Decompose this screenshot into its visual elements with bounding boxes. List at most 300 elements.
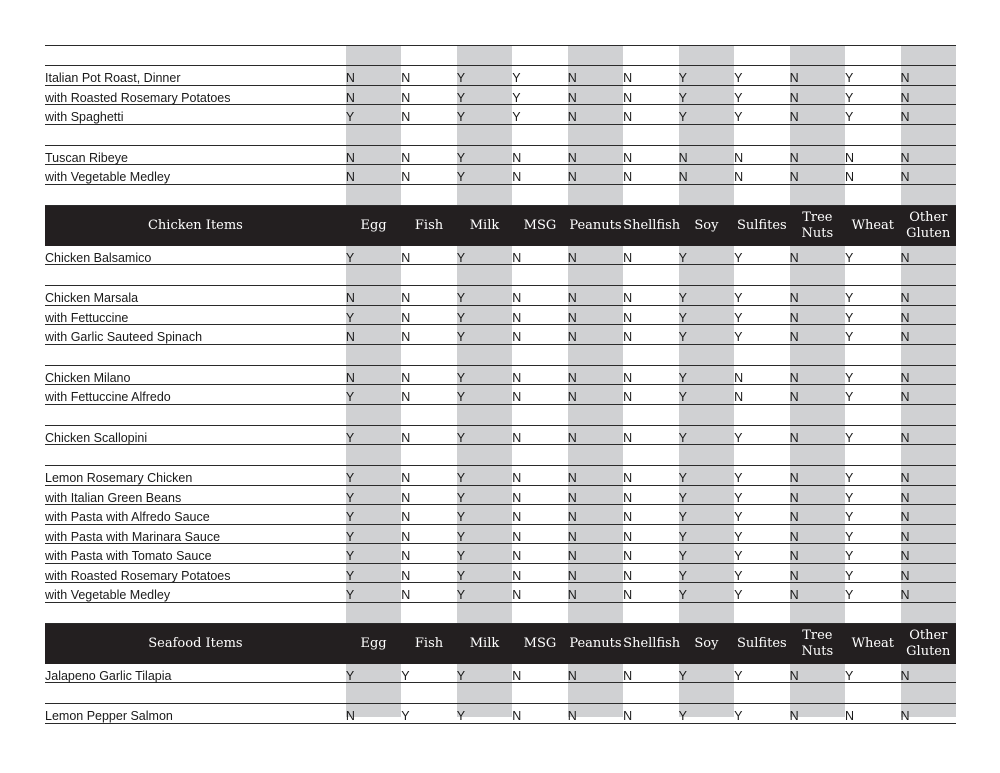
table-row xyxy=(45,146,956,166)
item-name: Chicken Balsamico xyxy=(45,250,152,265)
allergen-value: Y xyxy=(845,490,854,505)
allergen-value: Y xyxy=(734,709,743,723)
column-header: Fish xyxy=(414,217,444,233)
allergen-value: Y xyxy=(345,549,355,563)
allergen-value: N xyxy=(789,390,799,404)
item-name: Tuscan Ribeye xyxy=(45,150,128,165)
allergen-value: Y xyxy=(345,430,355,445)
table-row xyxy=(45,165,956,185)
table-row xyxy=(45,66,956,86)
allergen-value: Y xyxy=(345,390,355,404)
table-row xyxy=(45,704,956,724)
column-header: Peanuts xyxy=(569,217,622,233)
allergen-value: N xyxy=(512,510,522,524)
allergen-value: N xyxy=(623,71,633,85)
item-name: with Fettuccine Alfredo xyxy=(45,390,171,404)
allergen-value: N xyxy=(623,510,633,524)
allergen-value: N xyxy=(567,150,577,165)
allergen-value: Y xyxy=(845,588,854,602)
allergen-value: Y xyxy=(734,430,743,445)
allergen-value: Y xyxy=(734,549,743,563)
allergen-value: Y xyxy=(456,110,466,124)
allergen-value: N xyxy=(900,430,910,445)
table-row xyxy=(45,664,956,684)
allergen-value: Y xyxy=(678,370,687,385)
column-header: Tree Nuts xyxy=(801,627,834,659)
allergen-value: N xyxy=(900,150,910,165)
allergen-value: N xyxy=(512,250,522,265)
allergen-value: N xyxy=(623,370,633,385)
allergen-value: N xyxy=(512,588,522,602)
spacer-row xyxy=(45,603,956,624)
allergen-value: Y xyxy=(345,250,355,265)
allergen-value: N xyxy=(845,709,855,723)
allergen-value: N xyxy=(900,110,910,124)
allergen-value: N xyxy=(401,549,411,563)
allergen-value: Y xyxy=(845,510,854,524)
allergen-value: Y xyxy=(456,709,466,723)
allergen-value: Y xyxy=(678,588,687,602)
allergen-value: Y xyxy=(456,529,466,544)
allergen-value: Y xyxy=(456,291,466,305)
table-body xyxy=(45,45,956,724)
item-name: Lemon Rosemary Chicken xyxy=(45,471,193,485)
allergen-value: N xyxy=(900,568,910,583)
allergen-value: Y xyxy=(845,668,854,683)
table-row xyxy=(45,246,956,266)
allergen-value: Y xyxy=(456,471,466,485)
allergen-value: N xyxy=(789,150,799,165)
allergen-value: N xyxy=(401,110,411,124)
allergen-value: N xyxy=(512,330,522,344)
spacer-row xyxy=(45,345,956,366)
allergen-value: Y xyxy=(845,390,854,404)
allergen-value: N xyxy=(623,709,633,723)
section-header xyxy=(45,624,956,664)
allergen-value: Y xyxy=(845,250,854,265)
allergen-value: N xyxy=(900,291,910,305)
allergen-value: N xyxy=(623,549,633,563)
allergen-value: N xyxy=(900,170,910,184)
allergen-value: N xyxy=(623,90,633,105)
item-name: with Spaghetti xyxy=(45,110,124,124)
allergen-value: N xyxy=(734,370,744,385)
allergen-value: N xyxy=(567,510,577,524)
allergen-value: Y xyxy=(456,370,466,385)
allergen-value: N xyxy=(623,490,633,505)
allergen-value: N xyxy=(512,668,522,683)
allergen-value: Y xyxy=(678,71,687,85)
allergen-value: Y xyxy=(734,588,743,602)
column-header: Peanuts xyxy=(569,635,622,651)
allergen-value: Y xyxy=(734,71,743,85)
section-title: Chicken Items xyxy=(147,218,243,233)
allergen-value: N xyxy=(789,370,799,385)
column-header: Milk xyxy=(469,635,500,651)
allergen-value: N xyxy=(900,588,910,602)
allergen-value: N xyxy=(623,150,633,165)
item-name: Chicken Milano xyxy=(45,370,131,385)
allergen-value: N xyxy=(345,90,355,105)
allergen-value: Y xyxy=(456,71,466,85)
allergen-value: Y xyxy=(845,471,854,485)
allergen-value: Y xyxy=(678,430,687,445)
allergen-value: Y xyxy=(678,471,687,485)
allergen-value: Y xyxy=(845,71,854,85)
allergen-value: N xyxy=(512,430,522,445)
item-name: Chicken Scallopini xyxy=(45,430,148,445)
allergen-value: Y xyxy=(456,90,466,105)
allergen-value: N xyxy=(900,71,910,85)
allergen-value: N xyxy=(678,170,688,184)
column-header: Fish xyxy=(414,635,444,651)
table-row xyxy=(45,426,956,446)
allergen-value: Y xyxy=(456,430,466,445)
allergen-value: N xyxy=(789,709,799,723)
allergen-table xyxy=(45,45,956,724)
table-row xyxy=(45,544,956,564)
allergen-value: Y xyxy=(345,310,355,325)
allergen-value: N xyxy=(789,529,799,544)
allergen-value: N xyxy=(401,490,411,505)
column-header: Other Gluten xyxy=(906,209,951,241)
allergen-value: Y xyxy=(734,510,743,524)
allergen-value: N xyxy=(845,170,855,184)
table-row xyxy=(45,564,956,584)
allergen-value: N xyxy=(789,568,799,583)
allergen-value: N xyxy=(345,71,355,85)
item-name xyxy=(45,345,346,365)
item-name: with Garlic Sauteed Spinach xyxy=(45,330,203,344)
allergen-value: N xyxy=(512,568,522,583)
allergen-value: N xyxy=(789,71,799,85)
allergen-value: N xyxy=(623,291,633,305)
item-name: with Italian Green Beans xyxy=(45,490,182,505)
allergen-value: Y xyxy=(345,490,355,505)
allergen-value: N xyxy=(401,510,411,524)
allergen-value: N xyxy=(567,110,577,124)
allergen-value: N xyxy=(345,291,355,305)
allergen-value: N xyxy=(401,90,411,105)
allergen-value: N xyxy=(567,390,577,404)
column-header: Egg xyxy=(360,217,387,233)
allergen-value: Y xyxy=(845,291,854,305)
allergen-value: N xyxy=(512,490,522,505)
allergen-value: N xyxy=(623,330,633,344)
allergen-value: N xyxy=(789,310,799,325)
table-row xyxy=(45,286,956,306)
table-row xyxy=(45,366,956,386)
allergen-value: Y xyxy=(512,110,521,124)
allergen-value: N xyxy=(567,568,577,583)
spacer-row xyxy=(45,405,956,426)
allergen-value: Y xyxy=(456,568,466,583)
allergen-value: N xyxy=(789,170,799,184)
allergen-value: Y xyxy=(345,568,355,583)
item-name xyxy=(45,125,346,145)
allergen-value: Y xyxy=(734,668,743,683)
allergen-value: Y xyxy=(456,510,466,524)
allergen-value: Y xyxy=(734,90,743,105)
allergen-value: Y xyxy=(734,310,743,325)
allergen-value: N xyxy=(789,110,799,124)
spacer-row xyxy=(45,445,956,466)
allergen-value: N xyxy=(567,668,577,683)
allergen-value: N xyxy=(512,150,522,165)
allergen-value: N xyxy=(401,330,411,344)
allergen-value: N xyxy=(789,668,799,683)
allergen-value: N xyxy=(734,150,744,165)
allergen-value: N xyxy=(789,510,799,524)
table-row xyxy=(45,583,956,603)
allergen-value: Y xyxy=(456,668,466,683)
column-header: Shellfish xyxy=(623,217,681,233)
allergen-value: N xyxy=(623,430,633,445)
allergen-value: N xyxy=(623,250,633,265)
column-header: Other Gluten xyxy=(906,627,951,659)
allergen-value: Y xyxy=(456,170,466,184)
allergen-value: N xyxy=(512,370,522,385)
allergen-value: Y xyxy=(678,568,687,583)
allergen-value: Y xyxy=(678,529,687,544)
allergen-value: Y xyxy=(678,549,687,563)
allergen-value: Y xyxy=(345,588,355,602)
allergen-value: N xyxy=(734,170,744,184)
allergen-value: N xyxy=(401,471,411,485)
allergen-value: N xyxy=(567,310,577,325)
allergen-value: N xyxy=(900,510,910,524)
spacer-row xyxy=(45,185,956,206)
table-row xyxy=(45,306,956,326)
allergen-value: Y xyxy=(734,291,743,305)
allergen-value: N xyxy=(789,471,799,485)
allergen-value: Y xyxy=(456,490,466,505)
allergen-value: N xyxy=(512,390,522,404)
allergen-value: Y xyxy=(734,471,743,485)
allergen-value: N xyxy=(567,250,577,265)
allergen-value: N xyxy=(567,529,577,544)
allergen-value: N xyxy=(789,330,799,344)
allergen-value: N xyxy=(789,588,799,602)
table-row xyxy=(45,525,956,545)
allergen-value: N xyxy=(789,549,799,563)
column-header: Soy xyxy=(694,635,719,651)
item-name xyxy=(45,603,346,623)
allergen-value: Y xyxy=(512,71,521,85)
spacer-row xyxy=(45,125,956,146)
allergen-value: N xyxy=(345,150,355,165)
allergen-value: N xyxy=(900,490,910,505)
item-name: with Pasta with Marinara Sauce xyxy=(45,529,221,544)
table-row xyxy=(45,385,956,405)
allergen-value: N xyxy=(845,150,855,165)
allergen-value: Y xyxy=(734,110,743,124)
allergen-value: Y xyxy=(401,709,410,723)
table-row xyxy=(45,486,956,506)
allergen-value: N xyxy=(900,549,910,563)
allergen-value: N xyxy=(623,668,633,683)
allergen-value: N xyxy=(623,310,633,325)
allergen-value: N xyxy=(678,150,688,165)
allergen-value: N xyxy=(401,71,411,85)
allergen-value: Y xyxy=(456,310,466,325)
allergen-value: N xyxy=(623,529,633,544)
allergen-value: N xyxy=(789,291,799,305)
allergen-value: N xyxy=(900,250,910,265)
allergen-value: N xyxy=(567,370,577,385)
column-header: Shellfish xyxy=(623,635,681,651)
allergen-value: N xyxy=(789,430,799,445)
allergen-value: Y xyxy=(345,510,355,524)
column-header: Sulfites xyxy=(737,635,787,651)
allergen-value: Y xyxy=(734,490,743,505)
allergen-value: Y xyxy=(734,529,743,544)
allergen-value: N xyxy=(401,370,411,385)
allergen-value: N xyxy=(567,71,577,85)
allergen-value: Y xyxy=(678,390,687,404)
allergen-value: N xyxy=(623,471,633,485)
allergen-value: Y xyxy=(678,310,687,325)
item-name: with Vegetable Medley xyxy=(45,588,171,602)
column-header: Egg xyxy=(360,635,387,651)
allergen-value: N xyxy=(401,588,411,602)
allergen-value: Y xyxy=(734,568,743,583)
allergen-value: N xyxy=(900,310,910,325)
allergen-value: Y xyxy=(456,390,466,404)
allergen-value: N xyxy=(512,310,522,325)
allergen-value: Y xyxy=(456,150,466,165)
allergen-value: N xyxy=(401,150,411,165)
column-header: Wheat xyxy=(851,635,895,651)
item-name xyxy=(45,265,346,285)
allergen-value: Y xyxy=(456,549,466,563)
allergen-value: Y xyxy=(845,110,854,124)
allergen-value: N xyxy=(734,390,744,404)
allergen-value: N xyxy=(789,90,799,105)
table-row xyxy=(45,105,956,125)
section-title: Seafood Items xyxy=(148,636,243,651)
spacer-row xyxy=(45,45,956,66)
allergen-value: Y xyxy=(678,90,687,105)
allergen-value: N xyxy=(567,588,577,602)
allergen-value: N xyxy=(567,549,577,563)
allergen-value: Y xyxy=(456,250,466,265)
allergen-value: Y xyxy=(678,291,687,305)
allergen-value: N xyxy=(512,471,522,485)
section-header xyxy=(45,206,956,246)
allergen-value: N xyxy=(512,291,522,305)
allergen-value: Y xyxy=(845,90,854,105)
allergen-value: N xyxy=(345,370,355,385)
allergen-value: Y xyxy=(678,250,687,265)
allergen-value: Y xyxy=(678,668,687,683)
allergen-value: N xyxy=(401,430,411,445)
item-name: with Fettuccine xyxy=(45,310,129,325)
allergen-value: N xyxy=(401,529,411,544)
column-header: Tree Nuts xyxy=(801,209,834,241)
allergen-value: N xyxy=(900,471,910,485)
item-name xyxy=(45,185,346,205)
allergen-value: Y xyxy=(345,110,355,124)
allergen-value: N xyxy=(512,709,522,723)
item-name: with Roasted Rosemary Potatoes xyxy=(45,90,231,105)
allergen-value: Y xyxy=(845,529,854,544)
allergen-value: N xyxy=(401,390,411,404)
spacer-row xyxy=(45,265,956,286)
allergen-value: N xyxy=(512,549,522,563)
allergen-value: N xyxy=(567,490,577,505)
allergen-value: N xyxy=(900,90,910,105)
allergen-value: N xyxy=(401,170,411,184)
table-row xyxy=(45,325,956,345)
allergen-value: Y xyxy=(678,510,687,524)
allergen-value: N xyxy=(401,568,411,583)
item-name: with Vegetable Medley xyxy=(45,170,171,184)
allergen-value: Y xyxy=(456,330,466,344)
table-row xyxy=(45,466,956,486)
allergen-value: Y xyxy=(345,529,355,544)
allergen-value: N xyxy=(900,330,910,344)
column-header: Wheat xyxy=(851,217,895,233)
item-name: Lemon Pepper Salmon xyxy=(45,709,173,723)
column-header: Soy xyxy=(694,217,719,233)
allergen-value: N xyxy=(789,490,799,505)
allergen-value: Y xyxy=(345,471,355,485)
allergen-value: N xyxy=(567,330,577,344)
item-name: with Roasted Rosemary Potatoes xyxy=(45,568,231,583)
item-name: with Pasta with Alfredo Sauce xyxy=(45,510,210,524)
item-name: Chicken Marsala xyxy=(45,291,139,305)
allergen-value: Y xyxy=(345,668,355,683)
allergen-value: N xyxy=(900,668,910,683)
column-header: MSG xyxy=(523,635,557,651)
allergen-value: Y xyxy=(456,588,466,602)
column-header: MSG xyxy=(523,217,557,233)
allergen-value: Y xyxy=(734,250,743,265)
allergen-value: Y xyxy=(678,709,687,723)
item-name xyxy=(45,445,346,465)
allergen-value: Y xyxy=(845,330,854,344)
allergen-value: N xyxy=(512,170,522,184)
allergen-value: Y xyxy=(845,568,854,583)
allergen-value: N xyxy=(567,170,577,184)
item-name xyxy=(45,683,346,703)
allergen-value: N xyxy=(900,709,910,723)
allergen-value: Y xyxy=(678,110,687,124)
allergen-value: N xyxy=(567,90,577,105)
allergen-value: N xyxy=(623,588,633,602)
column-header: Sulfites xyxy=(737,217,787,233)
allergen-value: Y xyxy=(678,330,687,344)
item-name xyxy=(45,46,346,65)
column-header: Milk xyxy=(469,217,500,233)
item-name xyxy=(45,405,346,425)
allergen-value: N xyxy=(623,390,633,404)
allergen-value: N xyxy=(401,291,411,305)
allergen-value: Y xyxy=(512,90,521,105)
allergen-value: N xyxy=(900,529,910,544)
item-name: with Pasta with Tomato Sauce xyxy=(45,549,212,563)
allergen-value: Y xyxy=(401,668,410,683)
allergen-value: Y xyxy=(845,430,854,445)
allergen-value: N xyxy=(900,390,910,404)
allergen-value: N xyxy=(567,430,577,445)
allergen-value: N xyxy=(789,250,799,265)
allergen-value: N xyxy=(567,471,577,485)
allergen-value: Y xyxy=(845,370,854,385)
allergen-value: N xyxy=(512,529,522,544)
allergen-value: N xyxy=(345,170,355,184)
